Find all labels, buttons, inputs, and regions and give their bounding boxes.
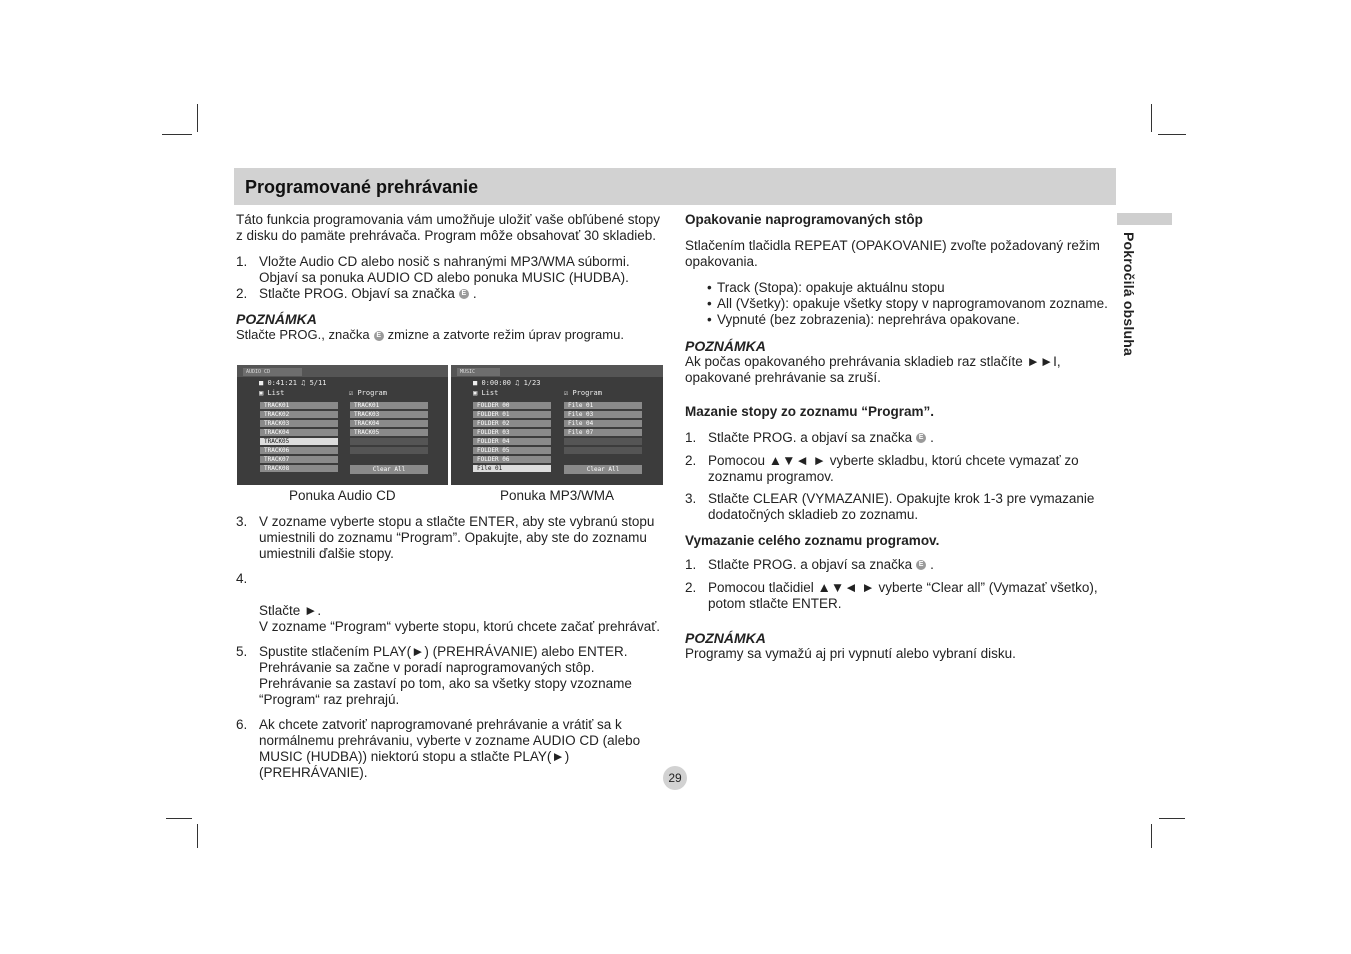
- bullet-item: • All (Všetky): opakuje všetky stopy v naprogramovanom zozname.: [707, 296, 1108, 311]
- step-text: Vložte Audio CD alebo nosič s nahranými MP3/WMA súbormi. Objaví sa ponuka AUDIO CD alebo ponuka MUSIC (HUDBA).: [259, 254, 630, 285]
- list-item: 2. Stlačte PROG. Objaví sa značka E .: [236, 286, 477, 301]
- page-title: Programované prehrávanie: [245, 177, 479, 197]
- note-heading: POZNÁMKA: [685, 338, 766, 354]
- crop-mark: [166, 818, 192, 819]
- list-item: [236, 717, 666, 781]
- list-item: [236, 254, 666, 286]
- step-text: Pomocou tlačidiel ▲▼◄ ► vyberte “Clear all” (Vymazať všetko), potom stlačte ENTER.: [708, 580, 1098, 611]
- step-text: Spustite stlačením PLAY(►) (PREHRÁVANIE) alebo ENTER. Prehrávanie sa začne v poradí naprogramovaných stôp. Prehrávanie sa zastaví po tom, ako sa všetky stopy vzozname “Program“ raz prehrajú.: [259, 644, 632, 707]
- program-row-empty: [564, 447, 642, 454]
- step-number: 1.: [685, 430, 697, 445]
- list-row-selected: File 01: [473, 465, 551, 472]
- program-row-empty: [350, 438, 428, 445]
- step-text: Ak chcete zatvoriť naprogramované prehrávanie a vrátiť sa k normálnemu prehrávaniu, vyberte v zozname AUDIO CD (alebo MUSIC (HUDBA)) niektorú stopu a stlačte PLAY(►) (PREHRÁVANIE).: [259, 717, 641, 780]
- right-column: [685, 212, 1115, 662]
- list-item: [685, 453, 1115, 485]
- step-number: 3.: [236, 514, 248, 529]
- list-item: [236, 514, 666, 562]
- step-number: 2.: [236, 286, 248, 301]
- crop-mark: [1159, 818, 1185, 819]
- program-row: File 04: [564, 420, 642, 427]
- list-row: TRACK01: [260, 402, 338, 409]
- step-text: Stlačte PROG. a objaví sa značka: [708, 557, 913, 572]
- program-header: ☑ Program: [349, 389, 387, 397]
- step-number: 1.: [685, 557, 697, 572]
- list-row: TRACK03: [260, 420, 338, 427]
- program-header: ☑ Program: [564, 389, 602, 397]
- section-header: [234, 168, 1116, 205]
- list-row: FOLDER 01: [473, 411, 551, 418]
- list-row: TRACK06: [260, 447, 338, 454]
- list-row: FOLDER 02: [473, 420, 551, 427]
- crop-mark: [1158, 134, 1186, 135]
- caption-audio-cd: Ponuka Audio CD: [289, 488, 396, 503]
- step-text: V zozname vyberte stopu a stlačte ENTER, aby ste vybranú stopu umiestnili do zoznamu “Program”. Opakujte, aby ste do zoznamu umiestnili ďalšie stopy.: [259, 514, 655, 561]
- crop-mark: [1151, 824, 1152, 848]
- step-number: 2.: [685, 580, 697, 595]
- step-number: 6.: [236, 717, 248, 732]
- repeat-text: Stlačením tlačidla REPEAT (OPAKOVANIE) zvoľte požadovaný režim opakovania.: [685, 238, 1100, 269]
- step-text: Stlačte CLEAR (VYMAZANIE). Opakujte krok 1-3 pre vymazanie dodatočných skladieb zo zoznamu.: [708, 491, 1095, 522]
- clear-heading: Vymazanie celého zoznamu programov.: [685, 533, 940, 548]
- page-number: 29: [663, 766, 687, 790]
- program-row: TRACK01: [350, 402, 428, 409]
- intro-text: Táto funkcia programovania vám umožňuje uložiť vaše obľúbené stopy z disku do pamäte prehrávača. Program môže obsahovať 30 skladieb.: [236, 212, 660, 243]
- list-row: FOLDER 00: [473, 402, 551, 409]
- program-mark-icon: E: [374, 331, 384, 341]
- list-row: TRACK08: [260, 465, 338, 472]
- program-mark-icon: E: [916, 433, 926, 443]
- bullet-item: • Vypnuté (bez zobrazenia): neprehráva opakovane.: [707, 312, 1020, 327]
- step-number: 1.: [236, 254, 248, 269]
- step-text: Stlačte PROG. Objaví sa značka: [259, 286, 455, 301]
- screen-tag: AUDIO CD: [243, 368, 302, 376]
- list-item: [685, 491, 1115, 523]
- screen-status: ■ 0:41:21 ♫ 5/11: [259, 379, 327, 387]
- crop-mark: [197, 104, 198, 132]
- clear-all-button: Clear All: [564, 465, 642, 474]
- repeat-heading: Opakovanie naprogramovaných stôp: [685, 212, 923, 227]
- list-row: FOLDER 03: [473, 429, 551, 436]
- program-row: TRACK04: [350, 420, 428, 427]
- note-heading: POZNÁMKA: [685, 630, 766, 646]
- note-text: Stlačte PROG., značka E zmizne a zatvorte režim úprav programu.: [236, 327, 624, 342]
- screen-tag: MUSIC: [457, 368, 500, 376]
- left-column: [236, 212, 666, 343]
- left-steps-continued: [236, 514, 666, 781]
- side-tab: [1117, 213, 1172, 225]
- step-number: 5.: [236, 644, 248, 659]
- program-mark-icon: E: [459, 289, 469, 299]
- crop-mark: [1151, 104, 1152, 132]
- step-text: Stlačte PROG. a objaví sa značka: [708, 430, 913, 445]
- audio-cd-menu-screenshot: [237, 365, 448, 485]
- delete-heading: Mazanie stopy zo zoznamu “Program”.: [685, 404, 935, 419]
- clear-all-button: Clear All: [350, 465, 428, 474]
- note-text: Ak počas opakovaného prehrávania skladieb raz stlačíte ►►I, opakované prehrávanie sa zruší.: [685, 354, 1061, 385]
- program-row: File 07: [564, 429, 642, 436]
- list-header: ▣ List: [473, 389, 499, 397]
- list-row-selected: TRACK05: [260, 438, 338, 445]
- step-text: Stlačte ►. V zozname “Program“ vyberte stopu, ktorú chcete začať prehrávať.: [259, 603, 661, 634]
- list-item: 1. Stlačte PROG. a objaví sa značka E .: [685, 430, 934, 445]
- note-text: Programy sa vymažú aj pri vypnutí alebo vybraní disku.: [685, 646, 1016, 661]
- bullet-item: • Track (Stopa): opakuje aktuálnu stopu: [707, 280, 945, 295]
- program-row: File 01: [564, 402, 642, 409]
- side-section-label: Pokročilá obsluha: [1121, 232, 1137, 356]
- caption-mp3-wma: Ponuka MP3/WMA: [500, 488, 615, 503]
- list-item: [685, 580, 1115, 612]
- program-row-empty: [350, 447, 428, 454]
- list-item: [236, 644, 666, 708]
- list-row: FOLDER 06: [473, 456, 551, 463]
- program-row: File 03: [564, 411, 642, 418]
- program-row: TRACK05: [350, 429, 428, 436]
- program-mark-icon: E: [916, 560, 926, 570]
- step-number: 2.: [685, 453, 697, 468]
- step-number: 3.: [685, 491, 697, 506]
- list-row: TRACK07: [260, 456, 338, 463]
- step-text: Pomocou ▲▼◄ ► vyberte skladbu, ktorú chcete vymazať zo zoznamu programov.: [708, 453, 1079, 484]
- list-row: FOLDER 04: [473, 438, 551, 445]
- program-row-empty: [564, 438, 642, 445]
- list-item: 1. Stlačte PROG. a objaví sa značka E .: [685, 557, 934, 572]
- list-row: TRACK02: [260, 411, 338, 418]
- list-row: TRACK04: [260, 429, 338, 436]
- mp3-wma-menu-screenshot: [451, 365, 663, 485]
- list-header: ▣ List: [259, 389, 285, 397]
- crop-mark: [162, 134, 192, 135]
- screen-status: ■ 0:00:00 ♫ 1/23: [473, 379, 541, 387]
- list-row: FOLDER 05: [473, 447, 551, 454]
- program-row: TRACK03: [350, 411, 428, 418]
- list-item: [236, 571, 666, 635]
- note-heading: POZNÁMKA: [236, 311, 317, 327]
- step-number: 4.: [236, 571, 248, 586]
- crop-mark: [197, 824, 198, 848]
